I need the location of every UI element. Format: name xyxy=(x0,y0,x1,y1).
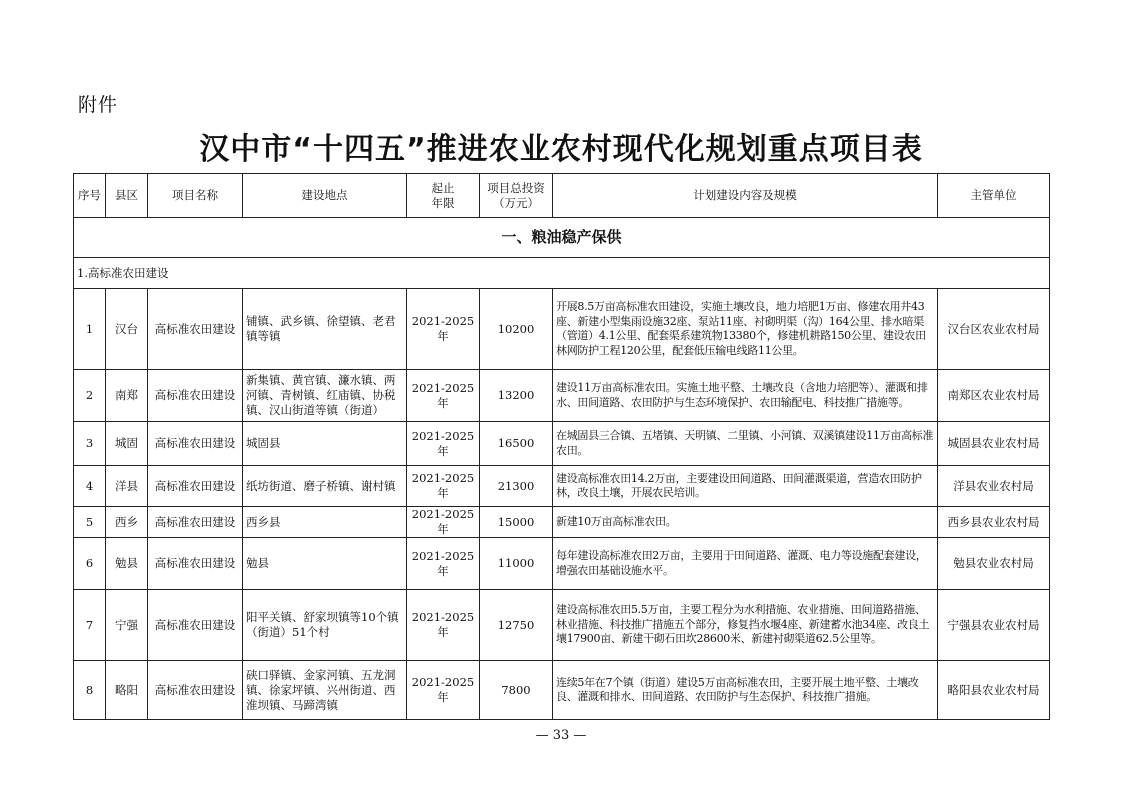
row-county: 勉县 xyxy=(106,538,148,590)
row-project-name: 高标准农田建设 xyxy=(148,661,243,720)
row-content: 建设11万亩高标准农田。实施土地平整、土壤改良（含地力培肥等）、灌溉和排水、田间道路、农田防护与生态环境保护、农田输配电、科技推广措施等。 xyxy=(553,370,938,422)
row-county: 略阳 xyxy=(106,661,148,720)
row-investment: 13200 xyxy=(480,370,553,422)
row-location: 阳平关镇、舒家坝镇等10个镇（街道）51个村 xyxy=(243,590,407,661)
row-number: 4 xyxy=(74,466,106,507)
table-header-row xyxy=(74,174,1050,218)
section-title: 一、粮油稳产保供 xyxy=(74,218,1050,258)
table-row xyxy=(74,538,1050,590)
row-number: 1 xyxy=(74,289,106,370)
row-investment: 11000 xyxy=(480,538,553,590)
row-dept: 勉县农业农村局 xyxy=(938,538,1050,590)
header-dept: 主管单位 xyxy=(938,174,1050,218)
row-dept: 洋县农业农村局 xyxy=(938,466,1050,507)
row-dept: 城固县农业农村局 xyxy=(938,422,1050,466)
row-county: 宁强 xyxy=(106,590,148,661)
row-investment: 21300 xyxy=(480,466,553,507)
row-investment: 15000 xyxy=(480,507,553,538)
page-title: 汉中市“十四五”推进农业农村现代化规划重点项目表 xyxy=(199,132,923,167)
row-dept: 汉台区农业农村局 xyxy=(938,289,1050,370)
row-location: 城固县 xyxy=(243,422,407,466)
row-period: 2021-2025年 xyxy=(407,289,480,370)
row-period: 2021-2025年 xyxy=(407,370,480,422)
row-dept: 宁强县农业农村局 xyxy=(938,590,1050,661)
row-period: 2021-2025年 xyxy=(407,507,480,538)
row-content: 建设高标准农田14.2万亩，主要建设田间道路、田间灌溉渠道，营造农田防护林，改良土壤，开展农民培训。 xyxy=(553,466,938,507)
subsection-title: 1.高标准农田建设 xyxy=(74,258,1050,289)
table-row xyxy=(74,507,1050,538)
header-content: 计划建设内容及规模 xyxy=(553,174,938,218)
header-investment-line2: （万元） xyxy=(493,195,539,210)
row-content: 建设高标准农田5.5万亩，主要工程分为水利措施、农业措施、田间道路措施、林业措施、科技推广措施五个部分，修复挡水堰4座、新建蓄水池34座、改良土壤17900亩、新建干砌石田坎28600米、新建衬砌渠道62.5公里等。 xyxy=(553,590,938,661)
section-row xyxy=(74,218,1050,258)
row-content: 连续5年在7个镇（街道）建设5万亩高标准农田，主要开展土地平整、土壤改良、灌溉和排水、田间道路、农田防护与生态保护、科技推广措施。 xyxy=(553,661,938,720)
row-content: 在城固县三合镇、五堵镇、天明镇、二里镇、小河镇、双溪镇建设11万亩高标准农田。 xyxy=(553,422,938,466)
row-project-name: 高标准农田建设 xyxy=(148,590,243,661)
header-investment-line1: 项目总投资 xyxy=(487,180,545,195)
row-project-name: 高标准农田建设 xyxy=(148,507,243,538)
row-number: 3 xyxy=(74,422,106,466)
table-row xyxy=(74,422,1050,466)
row-project-name: 高标准农田建设 xyxy=(148,538,243,590)
row-project-name: 高标准农田建设 xyxy=(148,422,243,466)
row-number: 7 xyxy=(74,590,106,661)
row-content: 每年建设高标准农田2万亩，主要用于田间道路、灌溉、电力等设施配套建设，增强农田基础设施水平。 xyxy=(553,538,938,590)
row-location: 勉县 xyxy=(243,538,407,590)
header-name: 项目名称 xyxy=(148,174,243,218)
row-investment: 12750 xyxy=(480,590,553,661)
row-project-name: 高标准农田建设 xyxy=(148,289,243,370)
page-number: — 33 — xyxy=(535,728,587,743)
row-county: 洋县 xyxy=(106,466,148,507)
row-dept: 西乡县农业农村局 xyxy=(938,507,1050,538)
project-table xyxy=(73,173,1050,720)
row-investment: 7800 xyxy=(480,661,553,720)
row-project-name: 高标准农田建设 xyxy=(148,466,243,507)
header-county: 县区 xyxy=(106,174,148,218)
header-investment xyxy=(480,174,553,218)
row-number: 2 xyxy=(74,370,106,422)
table-row xyxy=(74,289,1050,370)
header-no: 序号 xyxy=(74,174,106,218)
row-location: 新集镇、黄官镇、濂水镇、两河镇、青树镇、红庙镇、协税镇、汉山街道等镇（街道） xyxy=(243,370,407,422)
subsection-row xyxy=(74,258,1050,289)
row-location: 铺镇、武乡镇、徐望镇、老君镇等镇 xyxy=(243,289,407,370)
row-investment: 16500 xyxy=(480,422,553,466)
row-location: 硖口驿镇、金家河镇、五龙洞镇、徐家坪镇、兴州街道、西淮坝镇、马蹄湾镇 xyxy=(243,661,407,720)
row-dept: 南郑区农业农村局 xyxy=(938,370,1050,422)
row-period: 2021-2025年 xyxy=(407,590,480,661)
row-location: 西乡县 xyxy=(243,507,407,538)
row-period: 2021-2025年 xyxy=(407,538,480,590)
row-county: 南郑 xyxy=(106,370,148,422)
table-row xyxy=(74,661,1050,720)
table-row xyxy=(74,466,1050,507)
row-number: 5 xyxy=(74,507,106,538)
header-period-line1: 起止 xyxy=(431,180,455,195)
header-period xyxy=(407,174,480,218)
row-content: 新建10万亩高标准农田。 xyxy=(553,507,938,538)
row-county: 城固 xyxy=(106,422,148,466)
row-period: 2021-2025年 xyxy=(407,422,480,466)
row-content: 开展8.5万亩高标准农田建设，实施土壤改良，地力培肥1万亩、修建农用井43座、新建小型集雨设施32座、泵站11座、衬砌明渠（沟）164公里、排水暗渠（管道）4.1公里、配套渠系建筑物13380个，修建机耕路150公里、建设农田林网防护工程120公里，配套低压输电线路11公里。 xyxy=(553,289,938,370)
row-number: 6 xyxy=(74,538,106,590)
row-location: 纸坊街道、磨子桥镇、谢村镇 xyxy=(243,466,407,507)
attachment-label: 附件 xyxy=(78,94,119,116)
row-number: 8 xyxy=(74,661,106,720)
header-period-line2: 年限 xyxy=(431,195,455,210)
row-period: 2021-2025年 xyxy=(407,466,480,507)
row-county: 西乡 xyxy=(106,507,148,538)
table-row xyxy=(74,370,1050,422)
row-county: 汉台 xyxy=(106,289,148,370)
row-investment: 10200 xyxy=(480,289,553,370)
table-row xyxy=(74,590,1050,661)
row-project-name: 高标准农田建设 xyxy=(148,370,243,422)
row-period: 2021-2025年 xyxy=(407,661,480,720)
header-location: 建设地点 xyxy=(243,174,407,218)
row-dept: 略阳县农业农村局 xyxy=(938,661,1050,720)
